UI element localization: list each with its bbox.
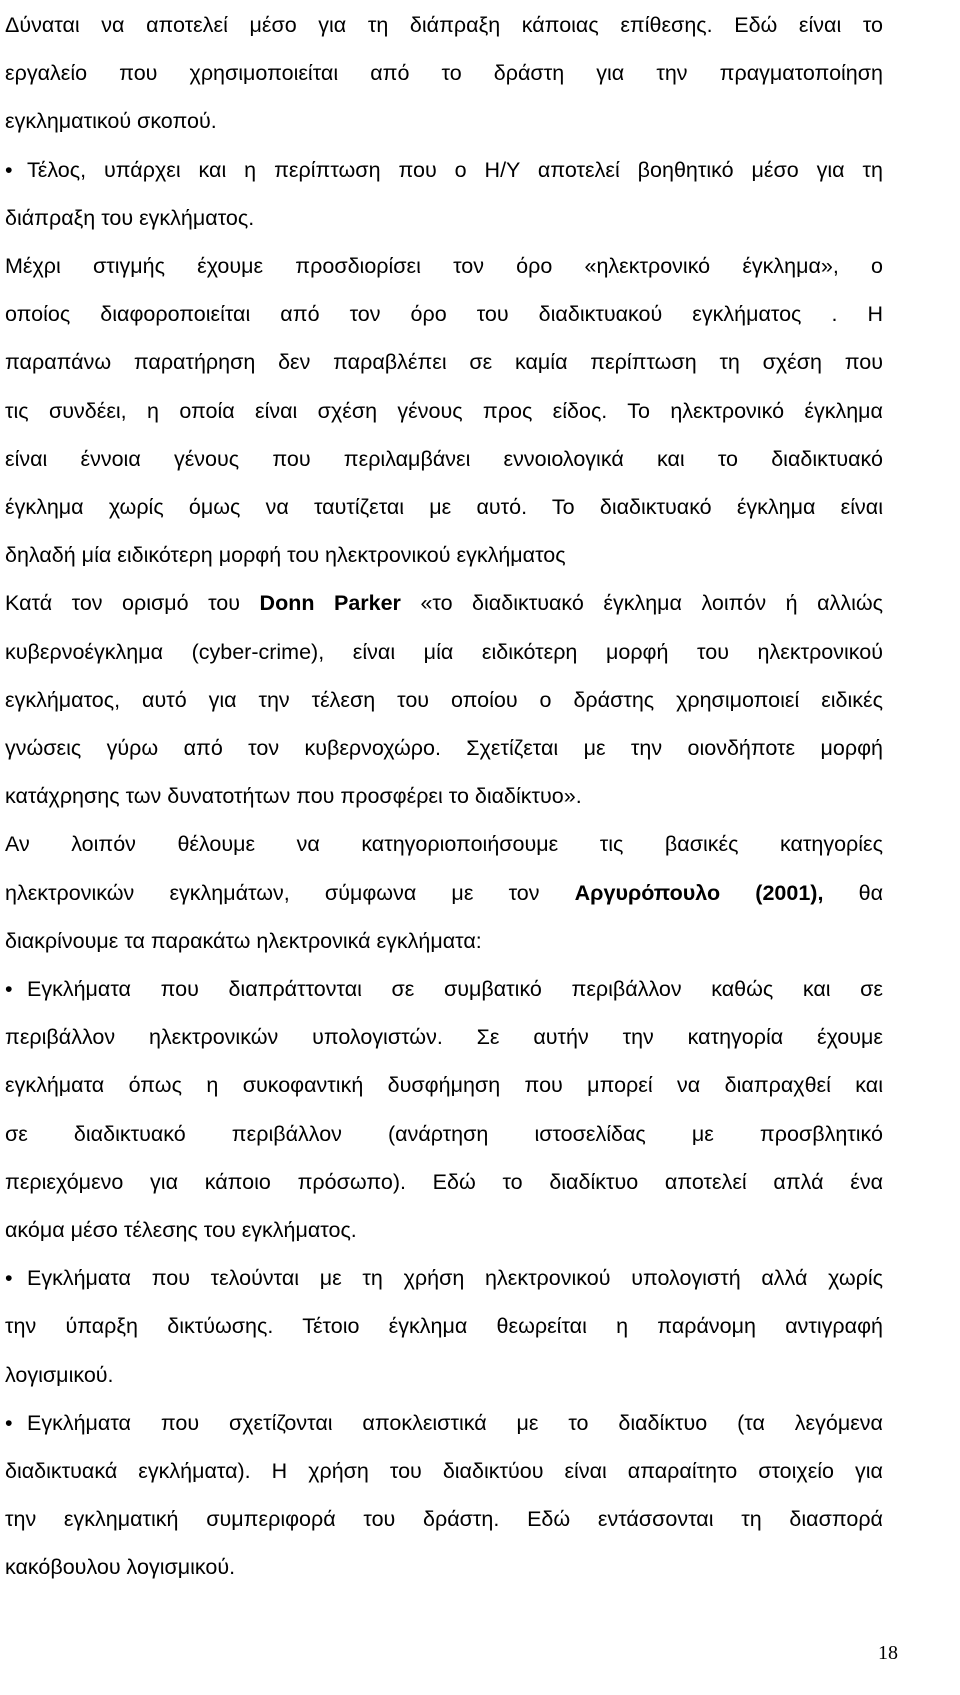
text-span: Εγκλήματα που σχετίζονται αποκλειστικά με το διαδίκτυο (τα λεγόμενα [27,1410,883,1435]
text-line [5,1362,114,1388]
text-line [5,831,883,857]
bullet-marker: • [5,1266,13,1291]
text-line [5,60,883,86]
text-span: την ύπαρξη δικτύωσης. Τέτοιο έγκλημα θεωρείται η παράνομη αντιγραφή [5,1314,883,1339]
text-span: Αν λοιπόν θέλουμε να κατηγοριοποιήσουμε τις βασικές κατηγορίες [5,832,883,857]
text-line [5,1458,883,1484]
text-line [5,12,883,38]
text-line [5,1506,883,1532]
text-line [5,1265,883,1291]
text-span: έγκλημα χωρίς όμως να ταυτίζεται με αυτό. Το διαδικτυακό έγκλημα είναι [5,495,883,519]
text-span: σε διαδικτυακό περιβάλλον (ανάρτηση ιστοσελίδας με προσβλητικό [5,1121,883,1146]
text-line [5,301,883,327]
text-line [5,157,883,183]
text-line [5,398,883,424]
bold-reference: Αργυρόπουλο (2001), [574,880,824,905]
text-span: εγκληματικού σκοπού. [5,109,217,134]
text-span: ακόμα μέσο τέλεσης του εγκλήματος. [5,1218,357,1242]
text-span: «το διαδικτυακό έγκλημα λοιπόν ή αλλιώς [400,591,883,616]
text-line [5,542,566,568]
text-line [5,735,883,761]
text-span: παραπάνω παρατήρηση δεν παραβλέπει σε καμία περίπτωση τη σχέση που [5,350,883,375]
text-line [5,880,883,906]
text-line [5,1554,235,1580]
text-span: γνώσεις γύρω από τον κυβερνοχώρο. Σχετίζεται με την οιονδήποτε μορφή [5,736,883,760]
text-line [5,928,482,954]
text-span: κατάχρησης των δυνατοτήτων που προσφέρει το διαδίκτυο». [5,784,582,809]
text-span: Τέλος, υπάρχει και η περίπτωση που ο Η/Υ αποτελεί βοηθητικό μέσο για τη [27,157,883,182]
text-span: κακόβουλου λογισμικού. [5,1555,236,1580]
text-line [5,446,883,472]
text-span: δηλαδή μία ειδικότερη μορφή του ηλεκτρονικού εγκλήματος [5,543,566,568]
text-span: λογισμικού. [5,1362,114,1387]
text-line [5,205,254,231]
text-line [5,687,883,713]
text-line [5,1024,883,1050]
text-span: Μέχρι στιγμής έχουμε προσδιορίσει τον όρο «ηλεκτρονικό έγκλημα», ο [5,254,883,278]
text-span: οποίος διαφοροποιείται από τον όρο του διαδικτυακού εγκλήματος . Η [5,302,883,327]
text-span: εγκλήματος, αυτό για την τέλεση του οποίου ο δράστης χρησιμοποιεί ειδικές [5,687,883,712]
text-line [5,1313,883,1339]
text-span: περιβάλλον ηλεκτρονικών υπολογιστών. Σε αυτήν την κατηγορία έχουμε [5,1025,883,1050]
text-line [5,253,883,279]
text-line [5,108,217,134]
text-span: Δύναται να αποτελεί μέσο για τη διάπραξη κάποιας επίθεσης. Εδώ είναι το [5,13,883,37]
text-span: θα [823,880,883,905]
text-line [5,1072,883,1098]
text-span: τις συνδέει, η οποία είναι σχέση γένους προς είδος. Το ηλεκτρονικό έγκλημα [5,398,883,423]
text-span: κυβερνοέγκλημα (cyber-crime), είναι μία ειδικότερη μορφή του ηλεκτρονικού [5,639,883,664]
text-line [5,1121,883,1147]
text-line [5,639,883,665]
text-span: εργαλείο που χρησιμοποιείται από το δράστη για την πραγματοποίηση [5,61,883,86]
text-line [5,1410,883,1436]
text-line [5,590,883,616]
bullet-marker: • [5,157,13,182]
text-line [5,1217,357,1243]
text-span: διακρίνουμε τα παρακάτω ηλεκτρονικά εγκλήματα: [5,928,482,953]
bullet-marker: • [5,1410,13,1435]
text-span: διαδικτυακά εγκλήματα). Η χρήση του διαδικτύου είναι απαραίτητο στοιχείο για [5,1459,883,1483]
text-span: Εγκλήματα που διαπράττονται σε συμβατικό περιβάλλον καθώς και σε [27,977,883,1001]
text-span: Κατά τον ορισμό του [5,591,260,616]
bold-reference: Donn Parker [259,591,401,616]
text-span: την εγκληματική συμπεριφορά του δράστη. Εδώ εντάσσονται τη διασπορά [5,1507,883,1532]
text-line [5,349,883,375]
bullet-marker: • [5,977,13,1001]
text-span: περιεχόμενο για κάποιο πρόσωπο). Εδώ το διαδίκτυο αποτελεί απλά ένα [5,1169,883,1194]
text-span: είναι έννοια γένους που περιλαμβάνει εννοιολογικά και το διαδικτυακό [5,446,883,471]
text-line [5,494,883,520]
text-line [5,783,582,809]
page-number: 18 [878,1642,898,1664]
text-line [5,976,883,1002]
text-line [5,1169,883,1195]
text-span: εγκλήματα όπως η συκοφαντική δυσφήμηση που μπορεί να διαπραχθεί και [5,1073,883,1098]
text-span: ηλεκτρονικών εγκλημάτων, σύμφωνα με τον [5,880,575,905]
text-span: διάπραξη του εγκλήματος. [5,205,255,230]
text-span: Εγκλήματα που τελούνται με τη χρήση ηλεκτρονικού υπολογιστή αλλά χωρίς [27,1266,883,1291]
